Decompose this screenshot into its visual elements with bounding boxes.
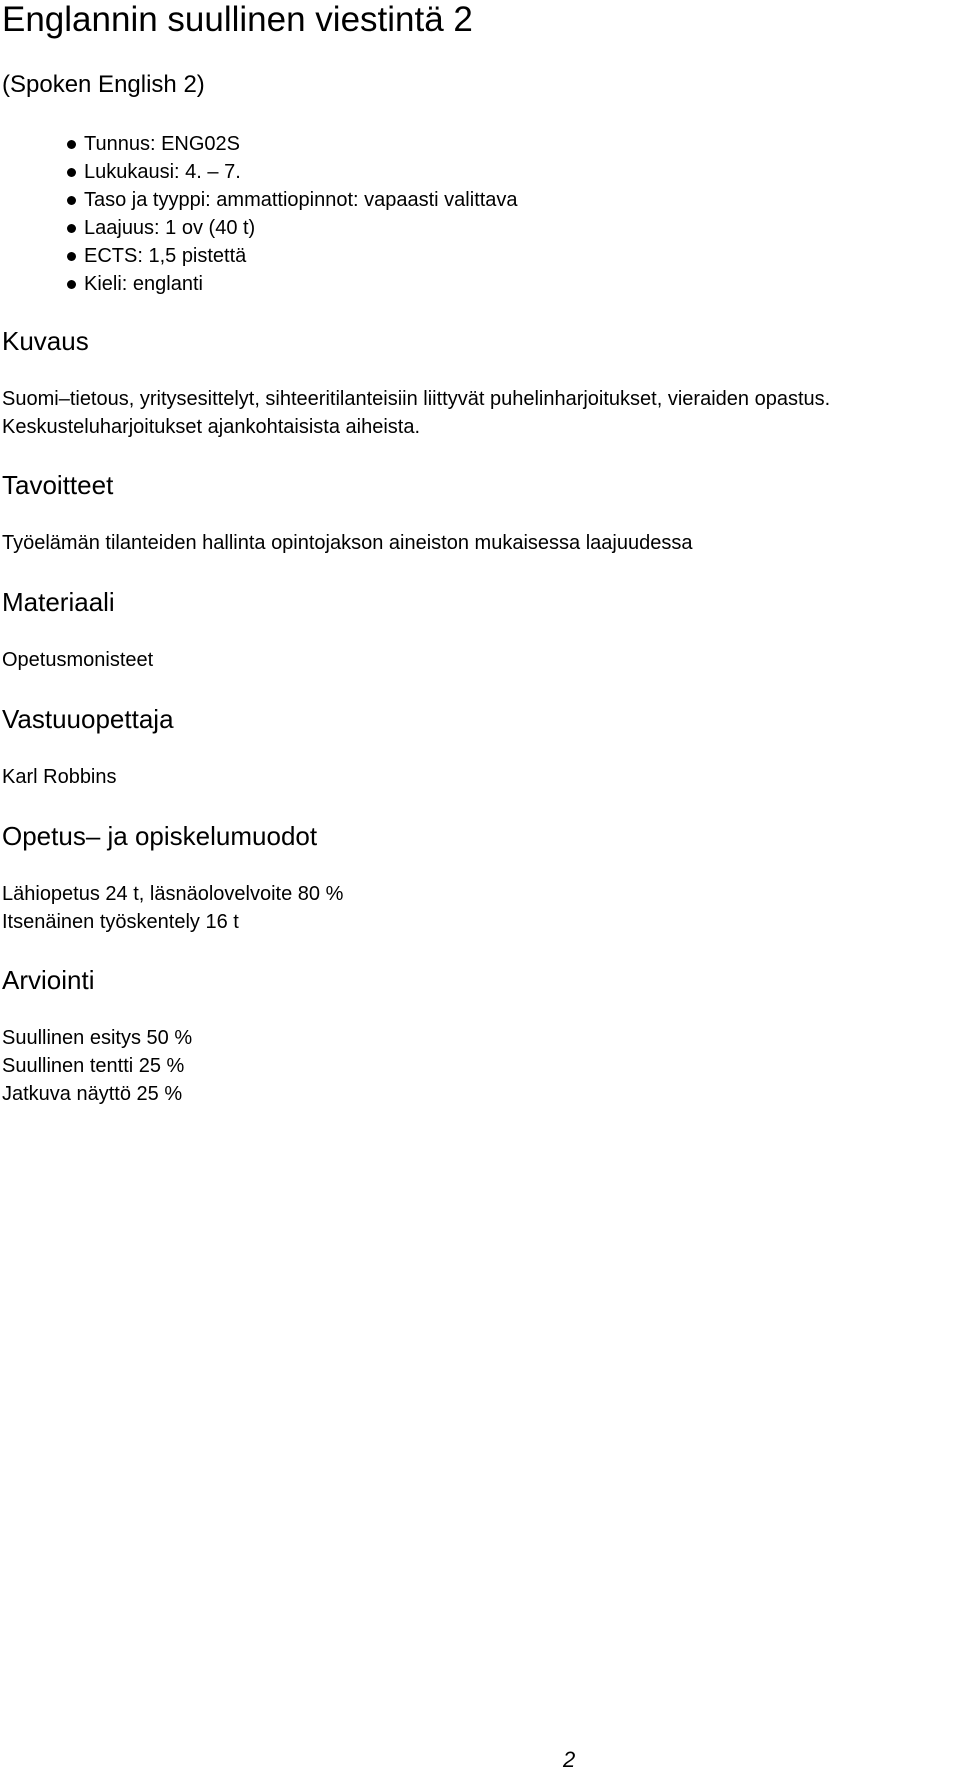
opetusmuodot-line-2: Itsenäinen työskentely 16 t [2,911,239,933]
fact-ects: ECTS: 1,5 pistettä [84,245,247,267]
materiaali-line-1: Opetusmonisteet [2,649,154,671]
section-body-vastuuopettaja [2,763,117,791]
page-number: 2 [563,1747,576,1772]
fact-code: Tunnus: ENG02S [84,133,241,155]
list-item [64,242,518,270]
arviointi-line-2: Suullinen tentti 25 % [2,1055,185,1077]
fact-language: Kieli: englanti [84,273,203,295]
course-facts-list [64,130,518,298]
tavoitteet-line-1: Työelämän tilanteiden hallinta opintojakson aineiston mukaisessa laajuudessa [2,532,693,554]
section-body-opetusmuodot [2,880,343,936]
section-body-kuvaus [2,385,830,441]
section-heading-arviointi: Arviointi [2,965,95,995]
section-heading-vastuuopettaja: Vastuuopettaja [2,704,174,734]
section-body-materiaali [2,646,153,674]
list-item [64,186,518,214]
list-item [64,270,518,298]
bullet-icon [67,168,76,177]
section-heading-kuvaus: Kuvaus [2,326,89,356]
fact-level-type: Taso ja tyyppi: ammattiopinnot: vapaasti valittava [84,189,518,211]
fact-scope: Laajuus: 1 ov (40 t) [84,217,256,239]
section-body-arviointi [2,1024,192,1108]
bullet-icon [67,252,76,261]
section-heading-tavoitteet: Tavoitteet [2,470,114,500]
list-item [64,214,518,242]
page-subtitle: (Spoken English 2) [2,71,205,98]
fact-semester: Lukukausi: 4. – 7. [84,161,241,183]
section-body-tavoitteet [2,529,692,557]
kuvaus-line-2: Keskusteluharjoitukset ajankohtaisista aiheista. [2,416,421,438]
page-title: Englannin suullinen viestintä 2 [2,0,473,39]
bullet-icon [67,224,76,233]
vastuuopettaja-line-1: Karl Robbins [2,766,117,788]
section-heading-materiaali: Materiaali [2,587,115,617]
section-heading-opetusmuodot: Opetus– ja opiskelumuodot [2,821,318,851]
arviointi-line-3: Jatkuva näyttö 25 % [2,1083,183,1105]
arviointi-line-1: Suullinen esitys 50 % [2,1027,193,1049]
list-item [64,158,518,186]
bullet-icon [67,140,76,149]
opetusmuodot-line-1: Lähiopetus 24 t, läsnäolovelvoite 80 % [2,883,344,905]
bullet-icon [67,196,76,205]
kuvaus-line-1: Suomi–tietous, yritysesittelyt, sihteeritilanteisiin liittyvät puhelinharjoitukset, vieraiden opastus. [2,388,831,410]
bullet-icon [67,280,76,289]
list-item [64,130,518,158]
